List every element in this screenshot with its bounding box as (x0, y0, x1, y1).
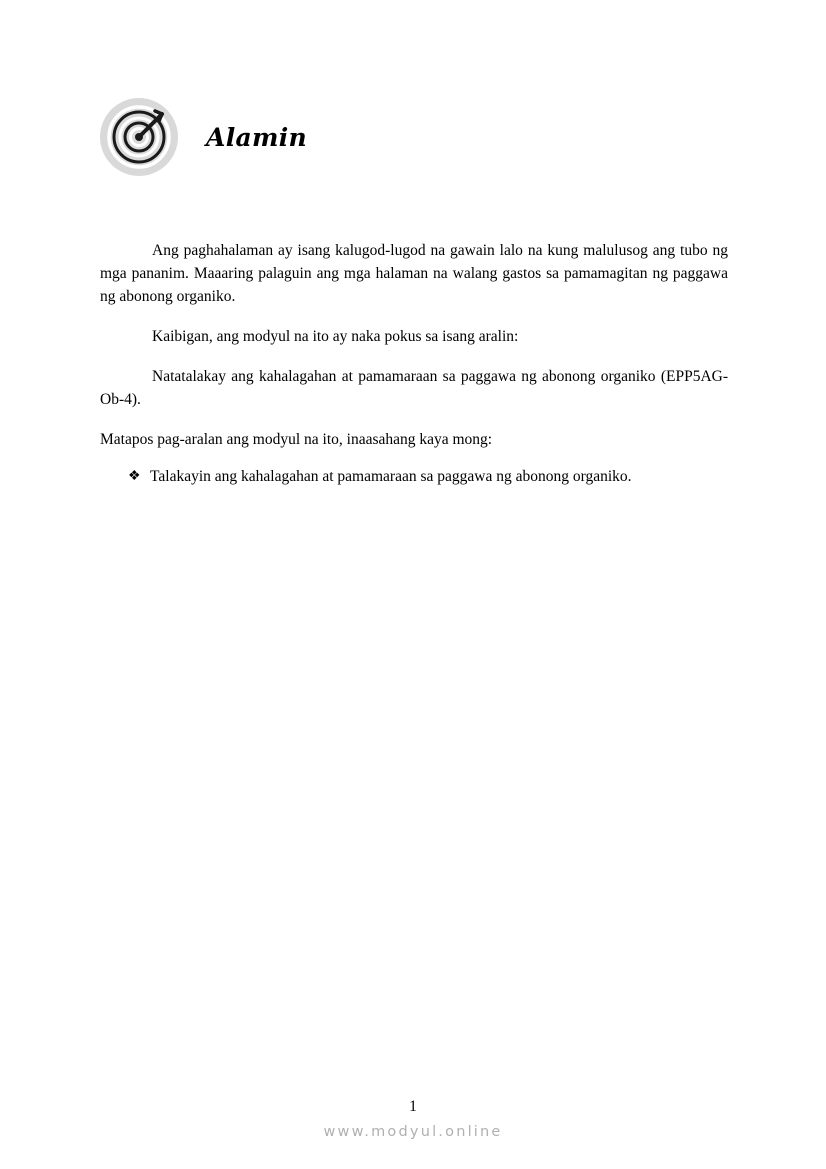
body-content (100, 240, 728, 489)
paragraph-intro: Ang paghahalaman ay isang kalugod-lugod na gawain lalo na kung malulusog ang tubo ng mga pananim. Maaaring palaguin ang mga halaman na walang gastos sa pamamagitan ng paggawa ng abonong organiko. (100, 242, 728, 305)
paragraph-competency: Natatalakay ang kahalagahan at pamamaraan sa paggawa ng abonong organiko (EPP5AG-Ob-4). (100, 367, 728, 408)
paragraph-focus: Kaibigan, ang modyul na ito ay naka pokus sa isang aralin: (152, 327, 519, 345)
watermark: www.modyul.online (323, 1124, 503, 1140)
objectives-list (100, 466, 728, 489)
page-number: 1 (409, 1098, 417, 1115)
target-icon (100, 98, 178, 176)
list-item-label: Talakayin ang kahalagahan at pamamaraan sa paggawa ng abonong organiko. (150, 467, 632, 485)
section-header (100, 98, 307, 176)
list-item (100, 466, 728, 489)
page-title: Alamin (206, 122, 308, 152)
diamond-bullet-icon: ❖ (128, 468, 141, 484)
paragraph-objectives-lead: Matapos pag-aralan ang modyul na ito, inaasahang kaya mong: (100, 430, 493, 448)
